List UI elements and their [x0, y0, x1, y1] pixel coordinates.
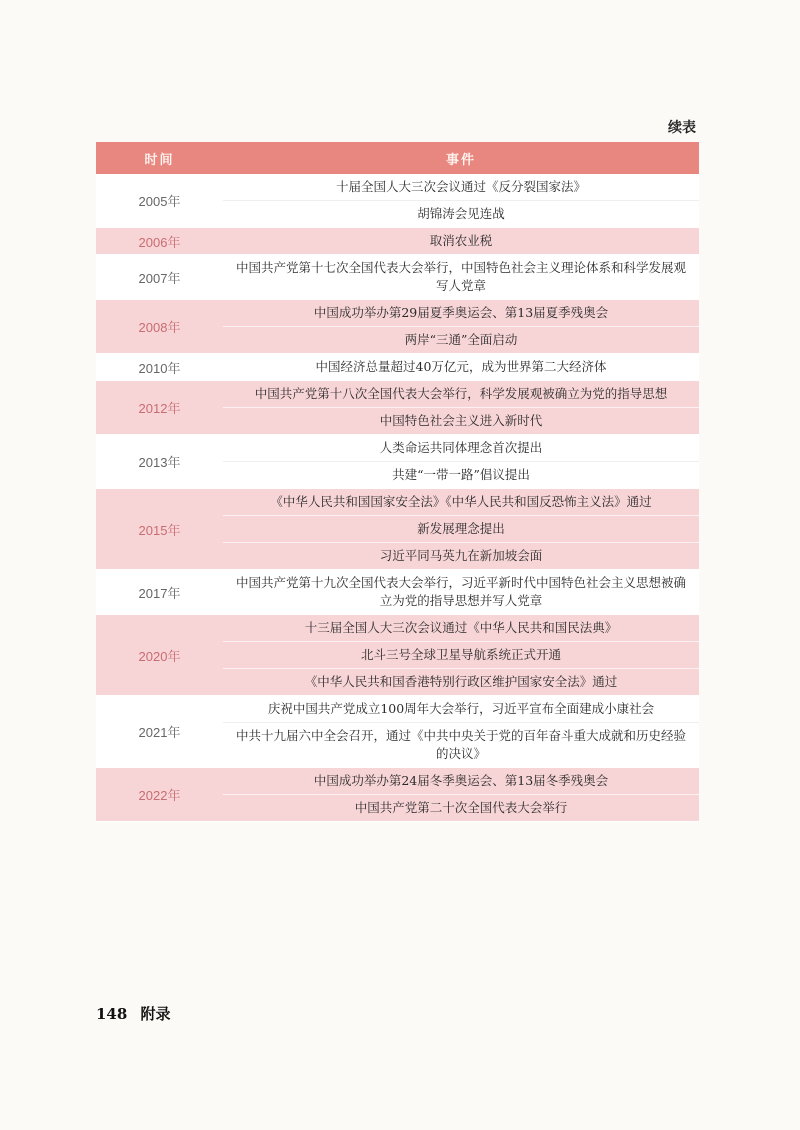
table-row [96, 300, 699, 354]
year-cell: 2005年 [96, 174, 223, 228]
year-cell: 2007年 [96, 255, 223, 300]
year-cell: 2006年 [96, 228, 223, 255]
table-row [96, 354, 699, 381]
event-item: 人类命运共同体理念首次提出 [379, 440, 543, 455]
event-item: 《中华人民共和国国家安全法》《中华人民共和国反恐怖主义法》通过 [270, 494, 652, 509]
year-cell: 2008年 [96, 300, 223, 354]
event-item: 十三届全国人大三次会议通过《中华人民共和国民法典》 [304, 620, 618, 635]
event-item: 中国成功举办第24届冬季奥运会、第13届冬季残奥会 [313, 773, 609, 788]
event-item: 中国成功举办第29届夏季奥运会、第13届夏季残奥会 [313, 305, 609, 320]
event-item: 中国共产党第十八次全国代表大会举行，科学发展观被确立为党的指导思想 [254, 386, 668, 401]
section-name: 附录 [140, 1005, 171, 1023]
event-item: 中国特色社会主义进入新时代 [223, 407, 699, 434]
event-item: 中国共产党第十九次全国代表大会举行，习近平新时代中国特色社会主义思想被确立为党的指导思想并写人党章 [235, 575, 686, 608]
events-cell [223, 354, 699, 381]
events-cell [223, 489, 699, 570]
events-cell [223, 300, 699, 354]
table-row [96, 255, 699, 300]
header-event: 事件 [223, 142, 699, 174]
page-number: 148 [96, 1005, 128, 1023]
events-cell [223, 768, 699, 822]
year-cell: 2017年 [96, 570, 223, 615]
chronology-table [96, 142, 699, 822]
events-cell [223, 381, 699, 435]
events-cell [223, 615, 699, 696]
event-item: 习近平同马英九在新加坡会面 [223, 542, 699, 569]
year-cell: 2021年 [96, 696, 223, 768]
table-row [96, 489, 699, 570]
event-item: 两岸“三通”全面启动 [223, 326, 699, 353]
table-row [96, 570, 699, 615]
year-cell: 2013年 [96, 435, 223, 489]
year-cell: 2022年 [96, 768, 223, 822]
event-item: 取消农业税 [429, 233, 493, 248]
year-cell: 2020年 [96, 615, 223, 696]
events-cell [223, 696, 699, 768]
year-cell: 2015年 [96, 489, 223, 570]
event-item: 新发展理念提出 [223, 515, 699, 542]
event-item: 中共十九届六中全会召开，通过《中共中央关于党的百年奋斗重大成就和历史经验的决议》 [223, 722, 699, 767]
year-cell: 2010年 [96, 354, 223, 381]
page-footer [96, 1003, 179, 1024]
table-row [96, 435, 699, 489]
year-cell: 2012年 [96, 381, 223, 435]
events-cell [223, 255, 699, 300]
table-row [96, 228, 699, 255]
events-cell [223, 174, 699, 228]
event-item: 庆祝中国共产党成立100周年大会举行，习近平宣布全面建成小康社会 [267, 701, 655, 716]
table-row [96, 615, 699, 696]
table-row [96, 768, 699, 822]
table-row [96, 381, 699, 435]
event-item: 胡锦涛会见连战 [223, 200, 699, 227]
event-item: 共建“一带一路”倡议提出 [223, 461, 699, 488]
table-header-row [96, 142, 699, 174]
event-item: 中国经济总量超过40万亿元，成为世界第二大经济体 [315, 359, 607, 374]
header-time: 时间 [96, 142, 223, 174]
event-item: 《中华人民共和国香港特别行政区维护国家安全法》通过 [223, 668, 699, 695]
event-item: 中国共产党第二十次全国代表大会举行 [223, 794, 699, 821]
table-body [96, 174, 699, 822]
continued-label: 续表 [668, 120, 696, 136]
events-cell [223, 570, 699, 615]
event-item: 中国共产党第十七次全国代表大会举行，中国特色社会主义理论体系和科学发展观写人党章 [235, 260, 686, 293]
event-item: 北斗三号全球卫星导航系统正式开通 [223, 641, 699, 668]
events-cell [223, 435, 699, 489]
table-row [96, 696, 699, 768]
events-cell [223, 228, 699, 255]
event-item: 十届全国人大三次会议通过《反分裂国家法》 [335, 179, 586, 194]
table-row [96, 174, 699, 228]
